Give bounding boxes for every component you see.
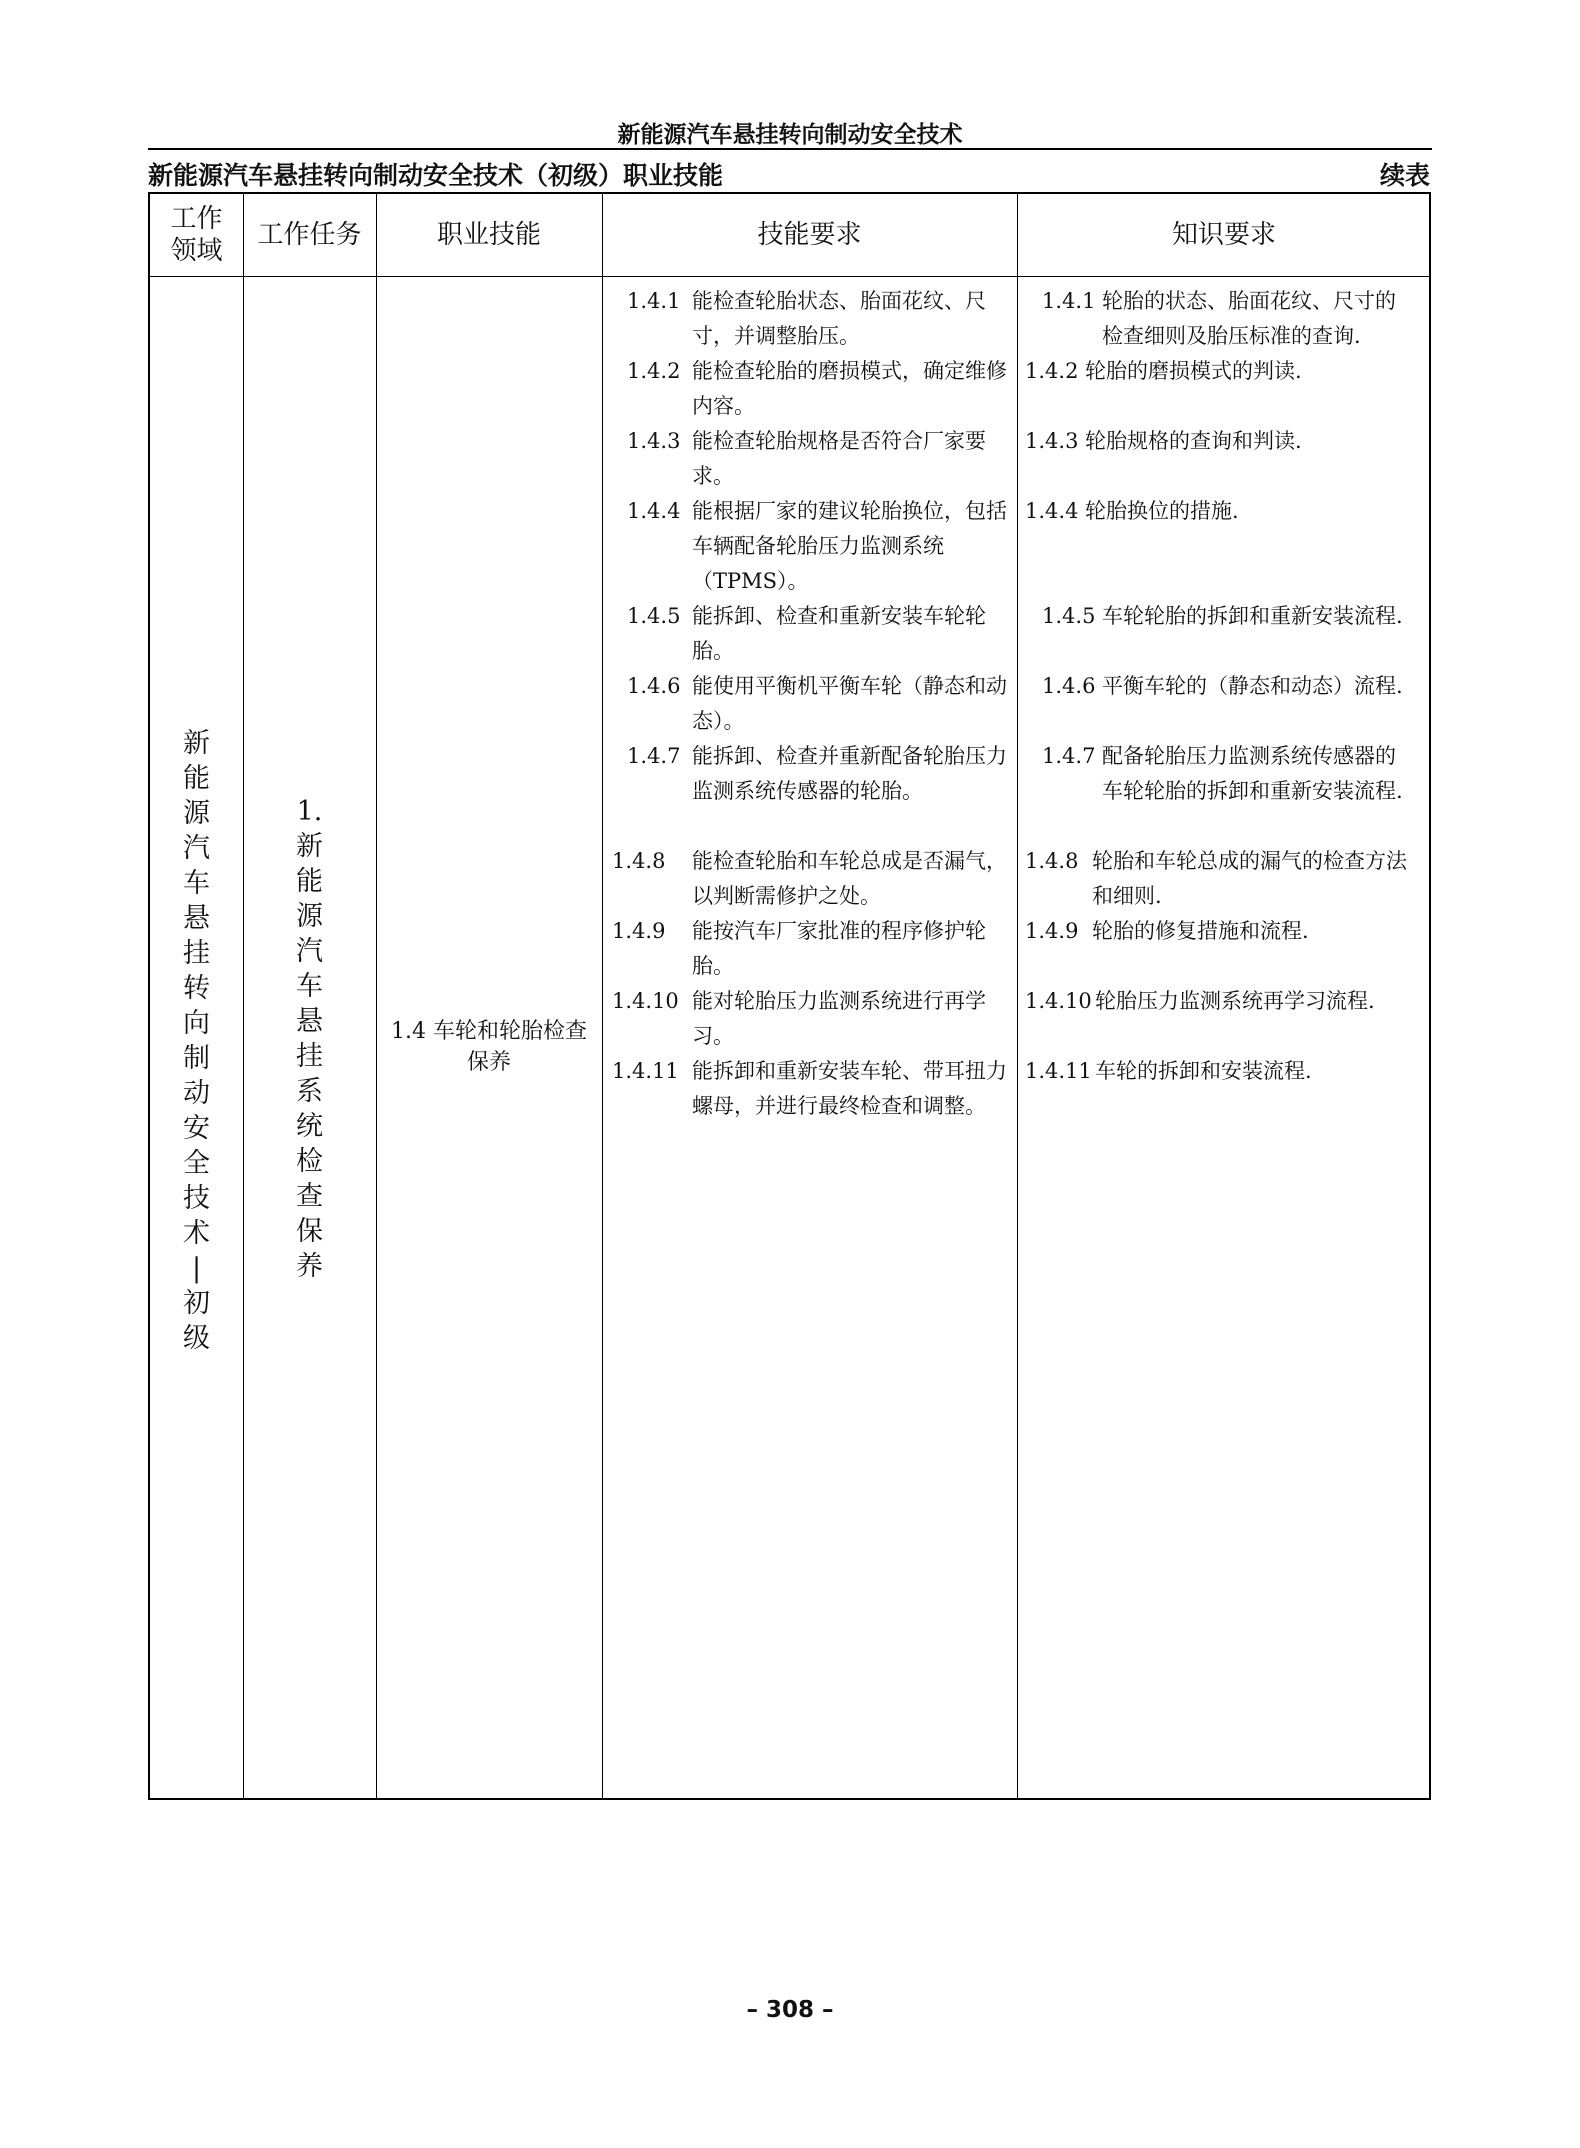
table-title: 新能源汽车悬挂转向制动安全技术（初级）职业技能 [148, 161, 724, 190]
item-number: 1.4.10 [1025, 989, 1092, 1013]
vertical-char: 动 [183, 1078, 210, 1109]
vertical-char: 术 [183, 1218, 210, 1249]
vertical-char: 能 [183, 763, 210, 794]
vertical-char: 挂 [296, 1041, 323, 1072]
item-text: 配备轮胎压力监测系统传感器的车轮轮胎的拆卸和重新安装流程. [1102, 744, 1403, 803]
item-number: 1.4.2 [1025, 359, 1079, 383]
item-text: 能拆卸和重新安装车轮、带耳扭力螺母，并进行最终检查和调整。 [692, 1059, 1007, 1118]
vertical-char: 汽 [183, 833, 210, 864]
item-text: 轮胎的修复措施和流程. [1092, 919, 1309, 943]
vertical-char: 检 [296, 1146, 323, 1177]
item-text: 轮胎换位的措施. [1085, 499, 1239, 523]
vertical-char: 新 [296, 831, 323, 862]
item-text: 车轮轮胎的拆卸和重新安装流程. [1102, 604, 1403, 628]
header-row-divider [150, 276, 1429, 277]
vertical-char: 转 [183, 973, 210, 1004]
item-number: 1.4.11 [1025, 1059, 1092, 1083]
skill-name-cell: 1.4 车轮和轮胎检查保养 [391, 1019, 587, 1075]
vertical-char: 能 [296, 866, 323, 897]
item-number: 1.4.11 [612, 1059, 679, 1083]
vertical-char: 车 [183, 868, 210, 899]
vertical-char: 向 [183, 1008, 210, 1039]
item-number: 1.4.5 [1042, 604, 1096, 628]
header-task: 工作任务 [257, 220, 362, 250]
vertical-char: 查 [296, 1181, 323, 1212]
item-number: 1.4.7 [1042, 744, 1096, 768]
vertical-char: 养 [296, 1251, 323, 1282]
vertical-char: 源 [183, 798, 210, 829]
item-number: 1.4.2 [627, 359, 681, 383]
item-text: 轮胎的磨损模式的判读. [1085, 359, 1302, 383]
item-number: 1.4.9 [612, 919, 666, 943]
vertical-char: 全 [183, 1148, 210, 1179]
item-number: 1.4.6 [627, 674, 681, 698]
header-knowledge-requirements: 知识要求 [1171, 220, 1276, 250]
item-text: 能使用平衡机平衡车轮（静态和动态）。 [692, 674, 1007, 733]
item-text: 能拆卸、检查和重新安装车轮轮胎。 [692, 604, 986, 663]
item-text: 能检查轮胎状态、胎面花纹、尺寸，并调整胎压。 [692, 289, 986, 348]
page-number: – 308 – [746, 1997, 834, 2023]
item-number: 1.4.7 [627, 744, 681, 768]
item-number: 1.4.5 [627, 604, 681, 628]
header-skill-requirements: 技能要求 [757, 220, 862, 250]
item-text: 轮胎和车轮总成的漏气的检查方法和细则. [1092, 849, 1407, 908]
column-divider [602, 194, 603, 1798]
item-number: 1.4.4 [627, 499, 681, 523]
column-divider [1017, 194, 1018, 1798]
item-text: 轮胎规格的查询和判读. [1085, 429, 1302, 453]
header-rule [148, 148, 1432, 150]
item-number: 1.4.1 [1042, 289, 1096, 313]
item-text: 平衡车轮的（静态和动态）流程. [1102, 674, 1403, 698]
work-domain-cell [150, 726, 243, 1356]
item-number: 1.4.1 [627, 289, 681, 313]
item-text: 能按汽车厂家批准的程序修护轮胎。 [692, 919, 986, 978]
vertical-char: 汽 [296, 936, 323, 967]
header-skill: 职业技能 [436, 220, 541, 250]
vertical-char: 级 [183, 1323, 210, 1354]
vertical-char: 挂 [183, 938, 210, 969]
vertical-char: 初 [183, 1288, 210, 1319]
item-number: 1.4.9 [1025, 919, 1079, 943]
item-text: 能对轮胎压力监测系统进行再学习。 [692, 989, 986, 1048]
vertical-char: 安 [183, 1113, 210, 1144]
item-number: 1.4.8 [612, 849, 666, 873]
item-number: 1.4.4 [1025, 499, 1079, 523]
column-divider [376, 194, 377, 1798]
vertical-char: 系 [296, 1076, 323, 1107]
item-text: 轮胎压力监测系统再学习流程. [1095, 989, 1375, 1013]
vertical-char: 技 [183, 1183, 210, 1214]
work-task-cell [243, 794, 376, 1284]
vertical-char: 制 [183, 1043, 210, 1074]
item-text: 能检查轮胎规格是否符合厂家要求。 [692, 429, 986, 488]
item-text: 车轮的拆卸和安装流程. [1095, 1059, 1312, 1083]
vertical-char: 新 [183, 728, 210, 759]
item-number: 1.4.3 [1025, 429, 1079, 453]
item-number: 1.4.3 [627, 429, 681, 453]
item-number: 1.4.6 [1042, 674, 1096, 698]
vertical-char: 悬 [183, 903, 210, 934]
vertical-char: | [191, 1253, 202, 1284]
item-text: 能根据厂家的建议轮胎换位，包括车辆配备轮胎压力监测系统（TPMS）。 [692, 499, 1007, 593]
item-number: 1.4.10 [612, 989, 679, 1013]
vertical-char: 悬 [296, 1006, 323, 1037]
header-domain: 工作 领域 [170, 204, 223, 266]
item-text: 能检查轮胎和车轮总成是否漏气，以判断需修护之处。 [692, 849, 1007, 908]
vertical-char: 车 [296, 971, 323, 1002]
continued-label: 续表 [1379, 161, 1430, 190]
item-number: 1.4.8 [1025, 849, 1079, 873]
vertical-char: 1. [296, 796, 323, 827]
item-text: 能检查轮胎的磨损模式，确定维修内容。 [692, 359, 1007, 418]
vertical-char: 源 [296, 901, 323, 932]
item-text: 轮胎的状态、胎面花纹、尺寸的检查细则及胎压标准的查询. [1102, 289, 1396, 348]
running-head: 新能源汽车悬挂转向制动安全技术 [617, 122, 963, 148]
vertical-char: 保 [296, 1216, 323, 1247]
vertical-char: 统 [296, 1111, 323, 1142]
item-text: 能拆卸、检查并重新配备轮胎压力监测系统传感器的轮胎。 [692, 744, 1007, 803]
skills-table [148, 192, 1431, 1800]
